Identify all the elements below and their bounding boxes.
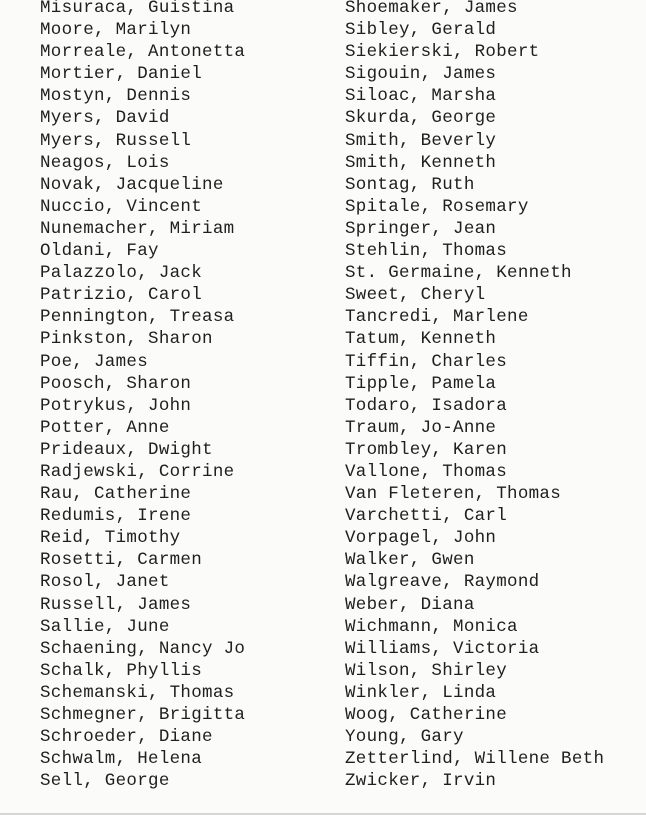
list-item: Smith, Kenneth (345, 152, 497, 173)
list-item: Russell, James (40, 594, 192, 615)
list-item: Zetterlind, Willene Beth (345, 749, 605, 770)
list-item: Woog, Catherine (345, 705, 508, 725)
list-item: Novak, Jacqueline (40, 174, 224, 195)
list-item: Tancredi, Marlene (345, 307, 529, 328)
list-item: Schaening, Nancy Jo (40, 638, 246, 659)
list-item: Shoemaker, James (345, 0, 518, 18)
list-item: Sontag, Ruth (345, 174, 475, 195)
list-item: Wilson, Shirley (345, 660, 508, 681)
list-item: Poe, James (40, 351, 149, 372)
list-item: Trombley, Karen (345, 439, 508, 460)
list-item: Nunemacher, Miriam (40, 218, 235, 239)
list-item: Schroeder, Diane (40, 727, 213, 748)
list-item: Sibley, Gerald (345, 20, 497, 41)
list-item: Winkler, Linda (345, 682, 497, 703)
list-item: Walgreave, Raymond (345, 572, 540, 593)
list-item: Sigouin, James (345, 64, 497, 85)
list-item: Schmegner, Brigitta (40, 705, 246, 725)
list-item: Neagos, Lois (40, 152, 170, 173)
list-item: Rosetti, Carmen (40, 550, 203, 571)
list-item: Vallone, Thomas (345, 461, 508, 482)
list-item: Sweet, Cheryl (345, 285, 486, 306)
list-item: Siloac, Marsha (345, 86, 497, 107)
list-item: Weber, Diana (345, 594, 475, 615)
list-item: Tipple, Pamela (345, 373, 497, 394)
list-item: Skurda, George (345, 108, 497, 129)
list-item: Todaro, Isadora (345, 395, 508, 416)
list-item: Sell, George (40, 771, 170, 792)
list-item: Schemanski, Thomas (40, 682, 235, 703)
list-item: Palazzolo, Jack (40, 263, 203, 284)
list-item: Young, Gary (345, 727, 464, 748)
list-item: Patrizio, Carol (40, 285, 203, 306)
list-item: Poosch, Sharon (40, 373, 192, 394)
list-item: Tatum, Kenneth (345, 329, 497, 350)
list-item: Smith, Beverly (345, 130, 497, 151)
list-item: Tiffin, Charles (345, 351, 508, 372)
list-item: Schwalm, Helena (40, 749, 203, 770)
list-item: Williams, Victoria (345, 638, 540, 659)
list-item: Nuccio, Vincent (40, 196, 203, 217)
list-item: Prideaux, Dwight (40, 439, 213, 460)
list-item: Potrykus, John (40, 395, 192, 416)
list-item: Myers, David (40, 108, 170, 129)
list-item: Springer, Jean (345, 218, 497, 239)
name-column-left (40, 0, 245, 792)
list-item: Zwicker, Irvin (345, 771, 497, 792)
list-item: Oldani, Fay (40, 241, 159, 262)
list-item: Morreale, Antonetta (40, 42, 246, 63)
list-item: St. Germaine, Kenneth (345, 263, 572, 284)
list-item: Rau, Catherine (40, 484, 192, 505)
name-column-right (345, 0, 604, 792)
list-item: Siekierski, Robert (345, 42, 540, 63)
list-item: Mostyn, Dennis (40, 86, 192, 107)
list-item: Pinkston, Sharon (40, 329, 213, 350)
list-item: Moore, Marilyn (40, 20, 192, 41)
list-item: Mortier, Daniel (40, 64, 203, 85)
list-item: Radjewski, Corrine (40, 461, 235, 482)
list-item: Traum, Jo-Anne (345, 417, 497, 438)
list-item: Reid, Timothy (40, 528, 181, 549)
list-item: Varchetti, Carl (345, 506, 508, 527)
list-item: Vorpagel, John (345, 528, 497, 549)
list-item: Sallie, June (40, 616, 170, 637)
list-item: Rosol, Janet (40, 572, 170, 593)
list-item: Stehlin, Thomas (345, 241, 508, 262)
list-item: Myers, Russell (40, 130, 192, 151)
list-item: Van Fleteren, Thomas (345, 484, 562, 505)
list-item: Potter, Anne (40, 417, 170, 438)
list-item: Wichmann, Monica (345, 616, 518, 637)
list-item: Schalk, Phyllis (40, 660, 203, 681)
list-item: Walker, Gwen (345, 550, 475, 571)
list-item: Pennington, Treasa (40, 307, 235, 328)
list-item: Misuraca, Guistina (40, 0, 235, 18)
list-item: Redumis, Irene (40, 506, 192, 527)
list-item: Spitale, Rosemary (345, 196, 529, 217)
